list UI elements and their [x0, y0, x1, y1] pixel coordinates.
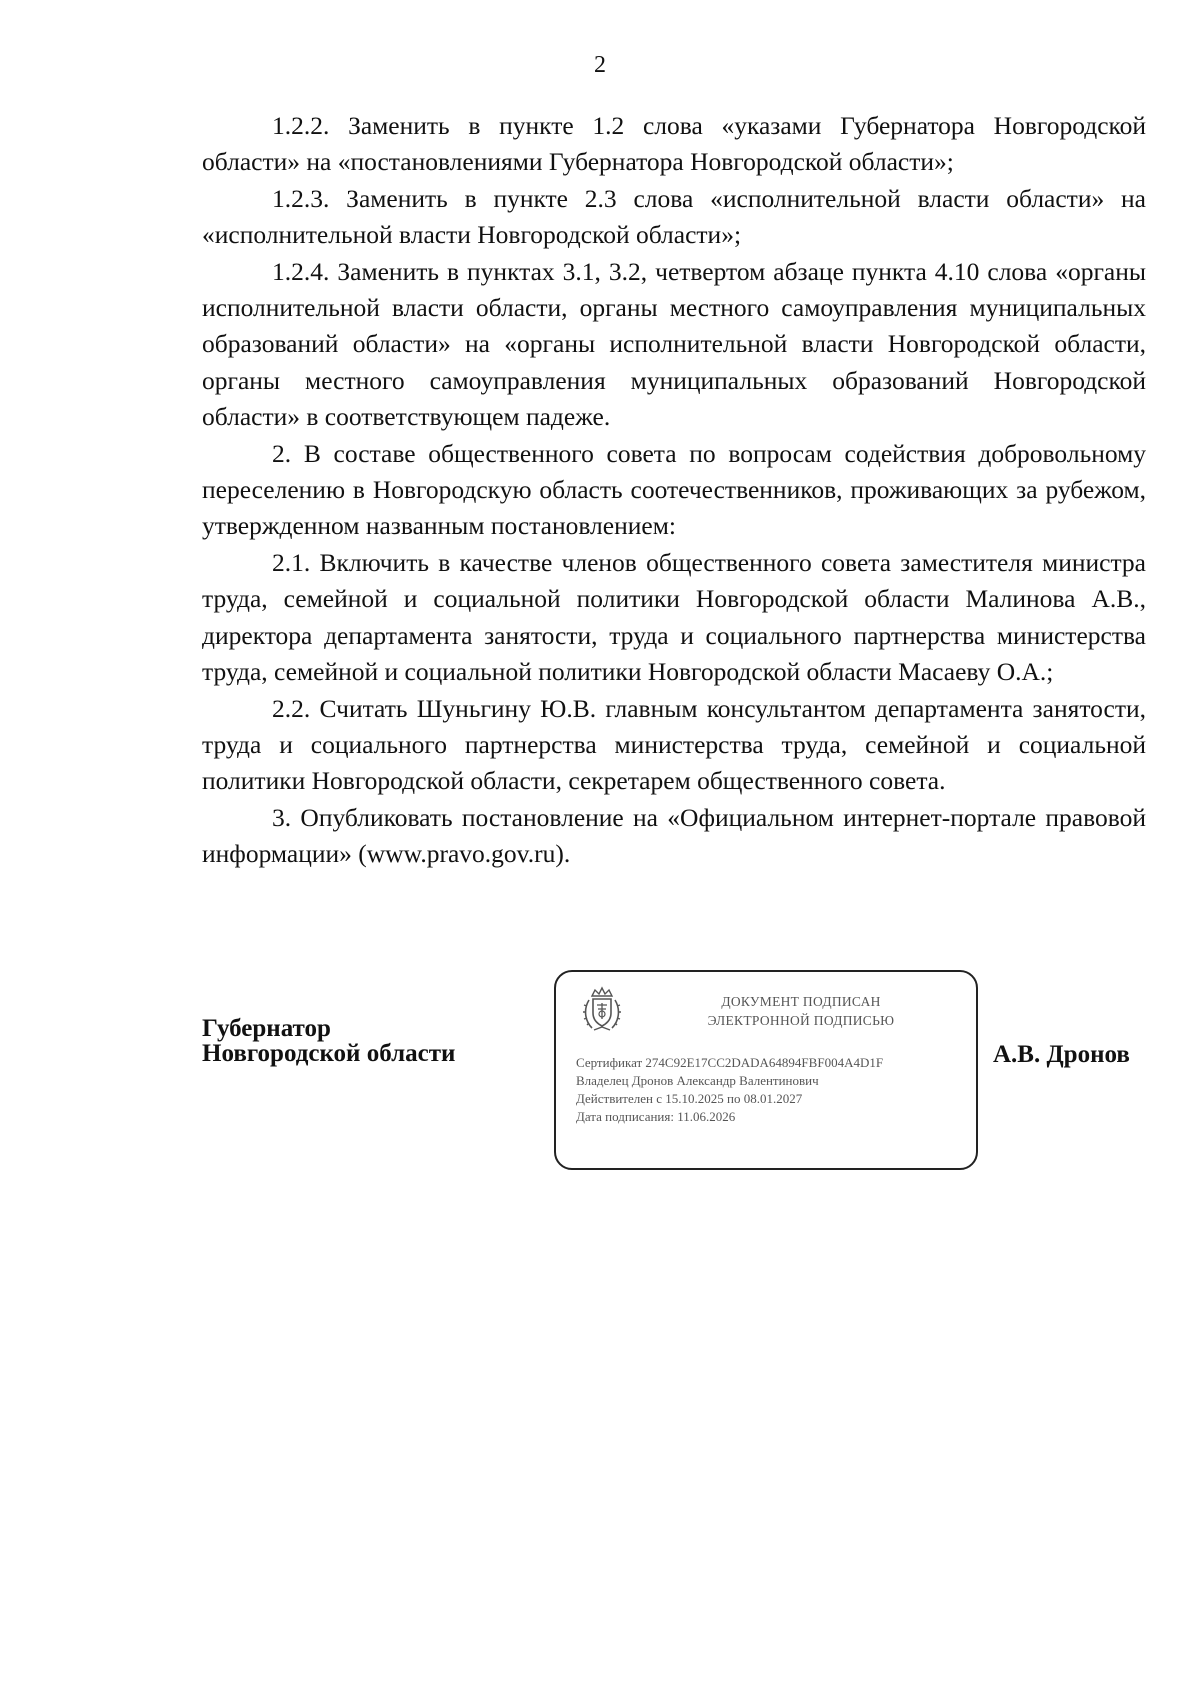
- paragraph-2-2: 2.2. Считать Шуньгину Ю.В. главным консультантом департамента занятости, труда и социального партнерства министерства труда, семейной и социальной политики Новгородской области, секретарем общественного совета.: [202, 693, 1146, 796]
- stamp-header-line2: ЭЛЕКТРОННОЙ ПОДПИСЬЮ: [707, 1013, 895, 1028]
- paragraph-3: 3. Опубликовать постановление на «Официальном интернет-портале правовой информации» (www.pravo.gov.ru).: [202, 802, 1146, 869]
- page-number: 2: [594, 52, 606, 78]
- electronic-signature-stamp: [554, 970, 978, 1170]
- signer-name: А.В. Дронов: [993, 1041, 1130, 1068]
- stamp-certificate: Сертификат 274C92E17CC2DADA64894FBF004A4D1F: [576, 1055, 884, 1070]
- coat-of-arms-icon: [582, 986, 622, 1034]
- paragraph-2: 2. В составе общественного совета по вопросам содействия добровольному переселению в Новгородскую область соотечественников, проживающих за рубежом, утвержденном названным постановлением:: [202, 438, 1146, 541]
- stamp-header-line1: ДОКУМЕНТ ПОДПИСАН: [721, 994, 881, 1009]
- paragraph-2-1: 2.1. Включить в качестве членов общественного совета заместителя министра труда, семейной и социальной политики Новгородской области Малинова А.В., директора департамента занятости, труда и социального партнерства министерства труда, семейной и социальной политики Новгородской области Масаеву О.А.;: [202, 547, 1146, 687]
- stamp-signing-date: Дата подписания: 11.06.2026: [576, 1109, 736, 1124]
- stamp-validity: Действителен с 15.10.2025 по 08.01.2027: [576, 1091, 803, 1106]
- signer-title-line2: Новгородской области: [202, 1040, 456, 1067]
- paragraph-1-2-3: 1.2.3. Заменить в пункте 2.3 слова «исполнительной власти области» на «исполнительной власти Новгородской области»;: [202, 183, 1146, 250]
- paragraph-1-2-4: 1.2.4. Заменить в пунктах 3.1, 3.2, четвертом абзаце пункта 4.10 слова «органы исполнительной власти области, органы местного самоуправления муниципальных образований области» на «органы исполнительной власти Новгородской области, органы местного самоуправления муниципальных образований Новгородской области» в соответствующем падеже.: [202, 256, 1146, 432]
- signer-title: [202, 1016, 455, 1066]
- paragraph-1-2-2: 1.2.2. Заменить в пункте 1.2 слова «указами Губернатора Новгородской области» на «постановлениями Губернатора Новгородской области»;: [202, 111, 1146, 177]
- stamp-header: [666, 992, 936, 1030]
- stamp-owner: Владелец Дронов Александр Валентинович: [576, 1073, 819, 1088]
- stamp-details: [576, 1054, 971, 1126]
- document-body: [202, 108, 1146, 873]
- signer-title-line1: Губернатор: [202, 1015, 331, 1042]
